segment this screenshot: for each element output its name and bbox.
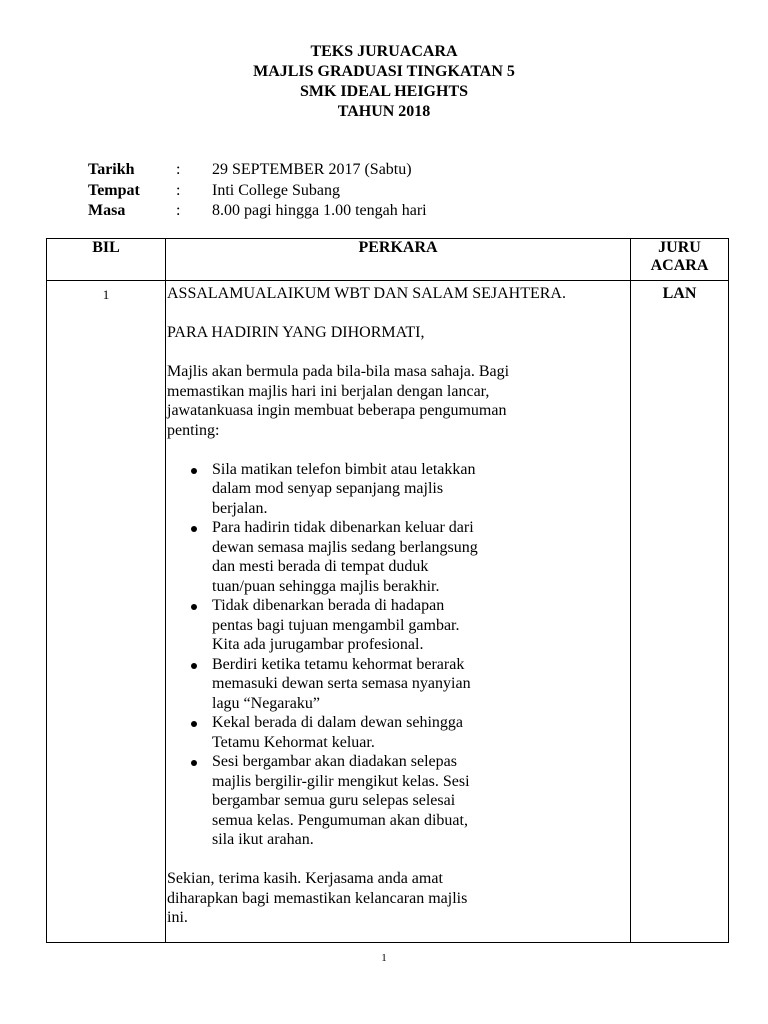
info-label: Tempat <box>88 181 140 199</box>
list-item <box>212 460 630 519</box>
bullet-line: Berdiri ketika tetamu kehormat berarak <box>212 655 465 673</box>
info-colon: : <box>176 161 181 178</box>
bullet-line: Sila matikan telefon bimbit atau letakkan <box>212 460 476 478</box>
header-juru-line1: JURU <box>658 239 701 256</box>
bullet-line: Tidak dibenarkan berada di hadapan <box>212 597 445 614</box>
header-juru-line2: ACARA <box>650 257 709 274</box>
title-line-3: SMK IDEAL HEIGHTS <box>299 83 469 100</box>
table-header-row <box>47 239 729 281</box>
greeting-text: ASSALAMUALAIKUM WBT DAN SALAM SEJAHTERA. <box>167 285 566 302</box>
program-table <box>46 238 729 943</box>
header-juru-acara <box>631 239 729 281</box>
bullet-line: bergambar semua guru selepas selesai <box>212 792 456 809</box>
info-value: Inti College Subang <box>212 181 340 199</box>
info-label: Tarikh <box>88 161 135 178</box>
info-label: Masa <box>88 202 126 219</box>
document-title <box>0 42 768 122</box>
closing-paragraph <box>167 869 630 928</box>
intro-line: penting: <box>167 421 220 439</box>
closing-line: Sekian, terima kasih. Kerjasama anda amat <box>167 870 443 887</box>
bullet-line: sila ikut arahan. <box>212 831 314 848</box>
list-item <box>212 713 630 752</box>
bullet-line: pentas bagi tujuan mengambil gambar. <box>212 616 460 634</box>
bullet-line: memasuki dewan serta semasa nyanyian <box>212 675 471 692</box>
list-item <box>212 518 630 596</box>
bullet-line: majlis bergilir-gilir mengikut kelas. Sesi <box>212 772 470 790</box>
bullet-line: Para hadirin tidak dibenarkan keluar dari <box>212 519 474 536</box>
info-colon: : <box>176 181 181 199</box>
row-juru-acara: LAN <box>631 281 729 943</box>
list-item <box>212 596 630 655</box>
intro-line: memastikan majlis hari ini berjalan dengan lancar, <box>167 382 490 400</box>
table-row <box>47 281 729 943</box>
page-number: 1 <box>381 952 387 964</box>
info-value: 29 SEPTEMBER 2017 (Sabtu) <box>212 161 412 178</box>
intro-paragraph <box>167 362 630 440</box>
bullet-line: Kita ada jurugambar profesional. <box>212 636 424 653</box>
announcement-list <box>167 460 630 850</box>
header-bil: BIL <box>47 239 166 281</box>
title-line-2: MAJLIS GRADUASI TINGKATAN 5 <box>253 63 515 80</box>
intro-line: jawatankuasa ingin membuat beberapa pengumuman <box>167 402 507 419</box>
row-bil: 1 <box>47 281 166 943</box>
bullet-line: semua kelas. Pengumuman akan dibuat, <box>212 811 468 829</box>
intro-line: Majlis akan bermula pada bila-bila masa sahaja. Bagi <box>167 363 510 380</box>
info-value: 8.00 pagi hingga 1.00 tengah hari <box>212 202 427 219</box>
info-colon: : <box>176 202 181 219</box>
bullet-line: dan mesti berada di tempat duduk <box>212 558 429 575</box>
bullet-line: berjalan. <box>212 499 268 517</box>
list-item <box>212 752 630 850</box>
bullet-line: Sesi bergambar akan diadakan selepas <box>212 753 457 770</box>
title-line-4: TAHUN 2018 <box>337 103 431 120</box>
bullet-line: dewan semasa majlis sedang berlangsung <box>212 538 478 556</box>
bullet-line: lagu “Negaraku” <box>212 694 320 712</box>
list-item <box>212 655 630 714</box>
bullet-line: Kekal berada di dalam dewan sehingga <box>212 714 464 731</box>
bullet-line: dalam mod senyap sepanjang majlis <box>212 480 444 497</box>
bullet-line: Tetamu Kehormat keluar. <box>212 733 375 751</box>
title-line-1: TEKS JURUACARA <box>310 43 458 60</box>
row-perkara <box>166 281 631 943</box>
bullet-line: tuan/puan sehingga majlis berakhir. <box>212 577 440 595</box>
closing-line: ini. <box>167 909 188 926</box>
hadirin-text: PARA HADIRIN YANG DIHORMATI, <box>167 324 425 341</box>
closing-line: diharapkan bagi memastikan kelancaran majlis <box>167 889 468 907</box>
header-perkara: PERKARA <box>166 239 631 281</box>
